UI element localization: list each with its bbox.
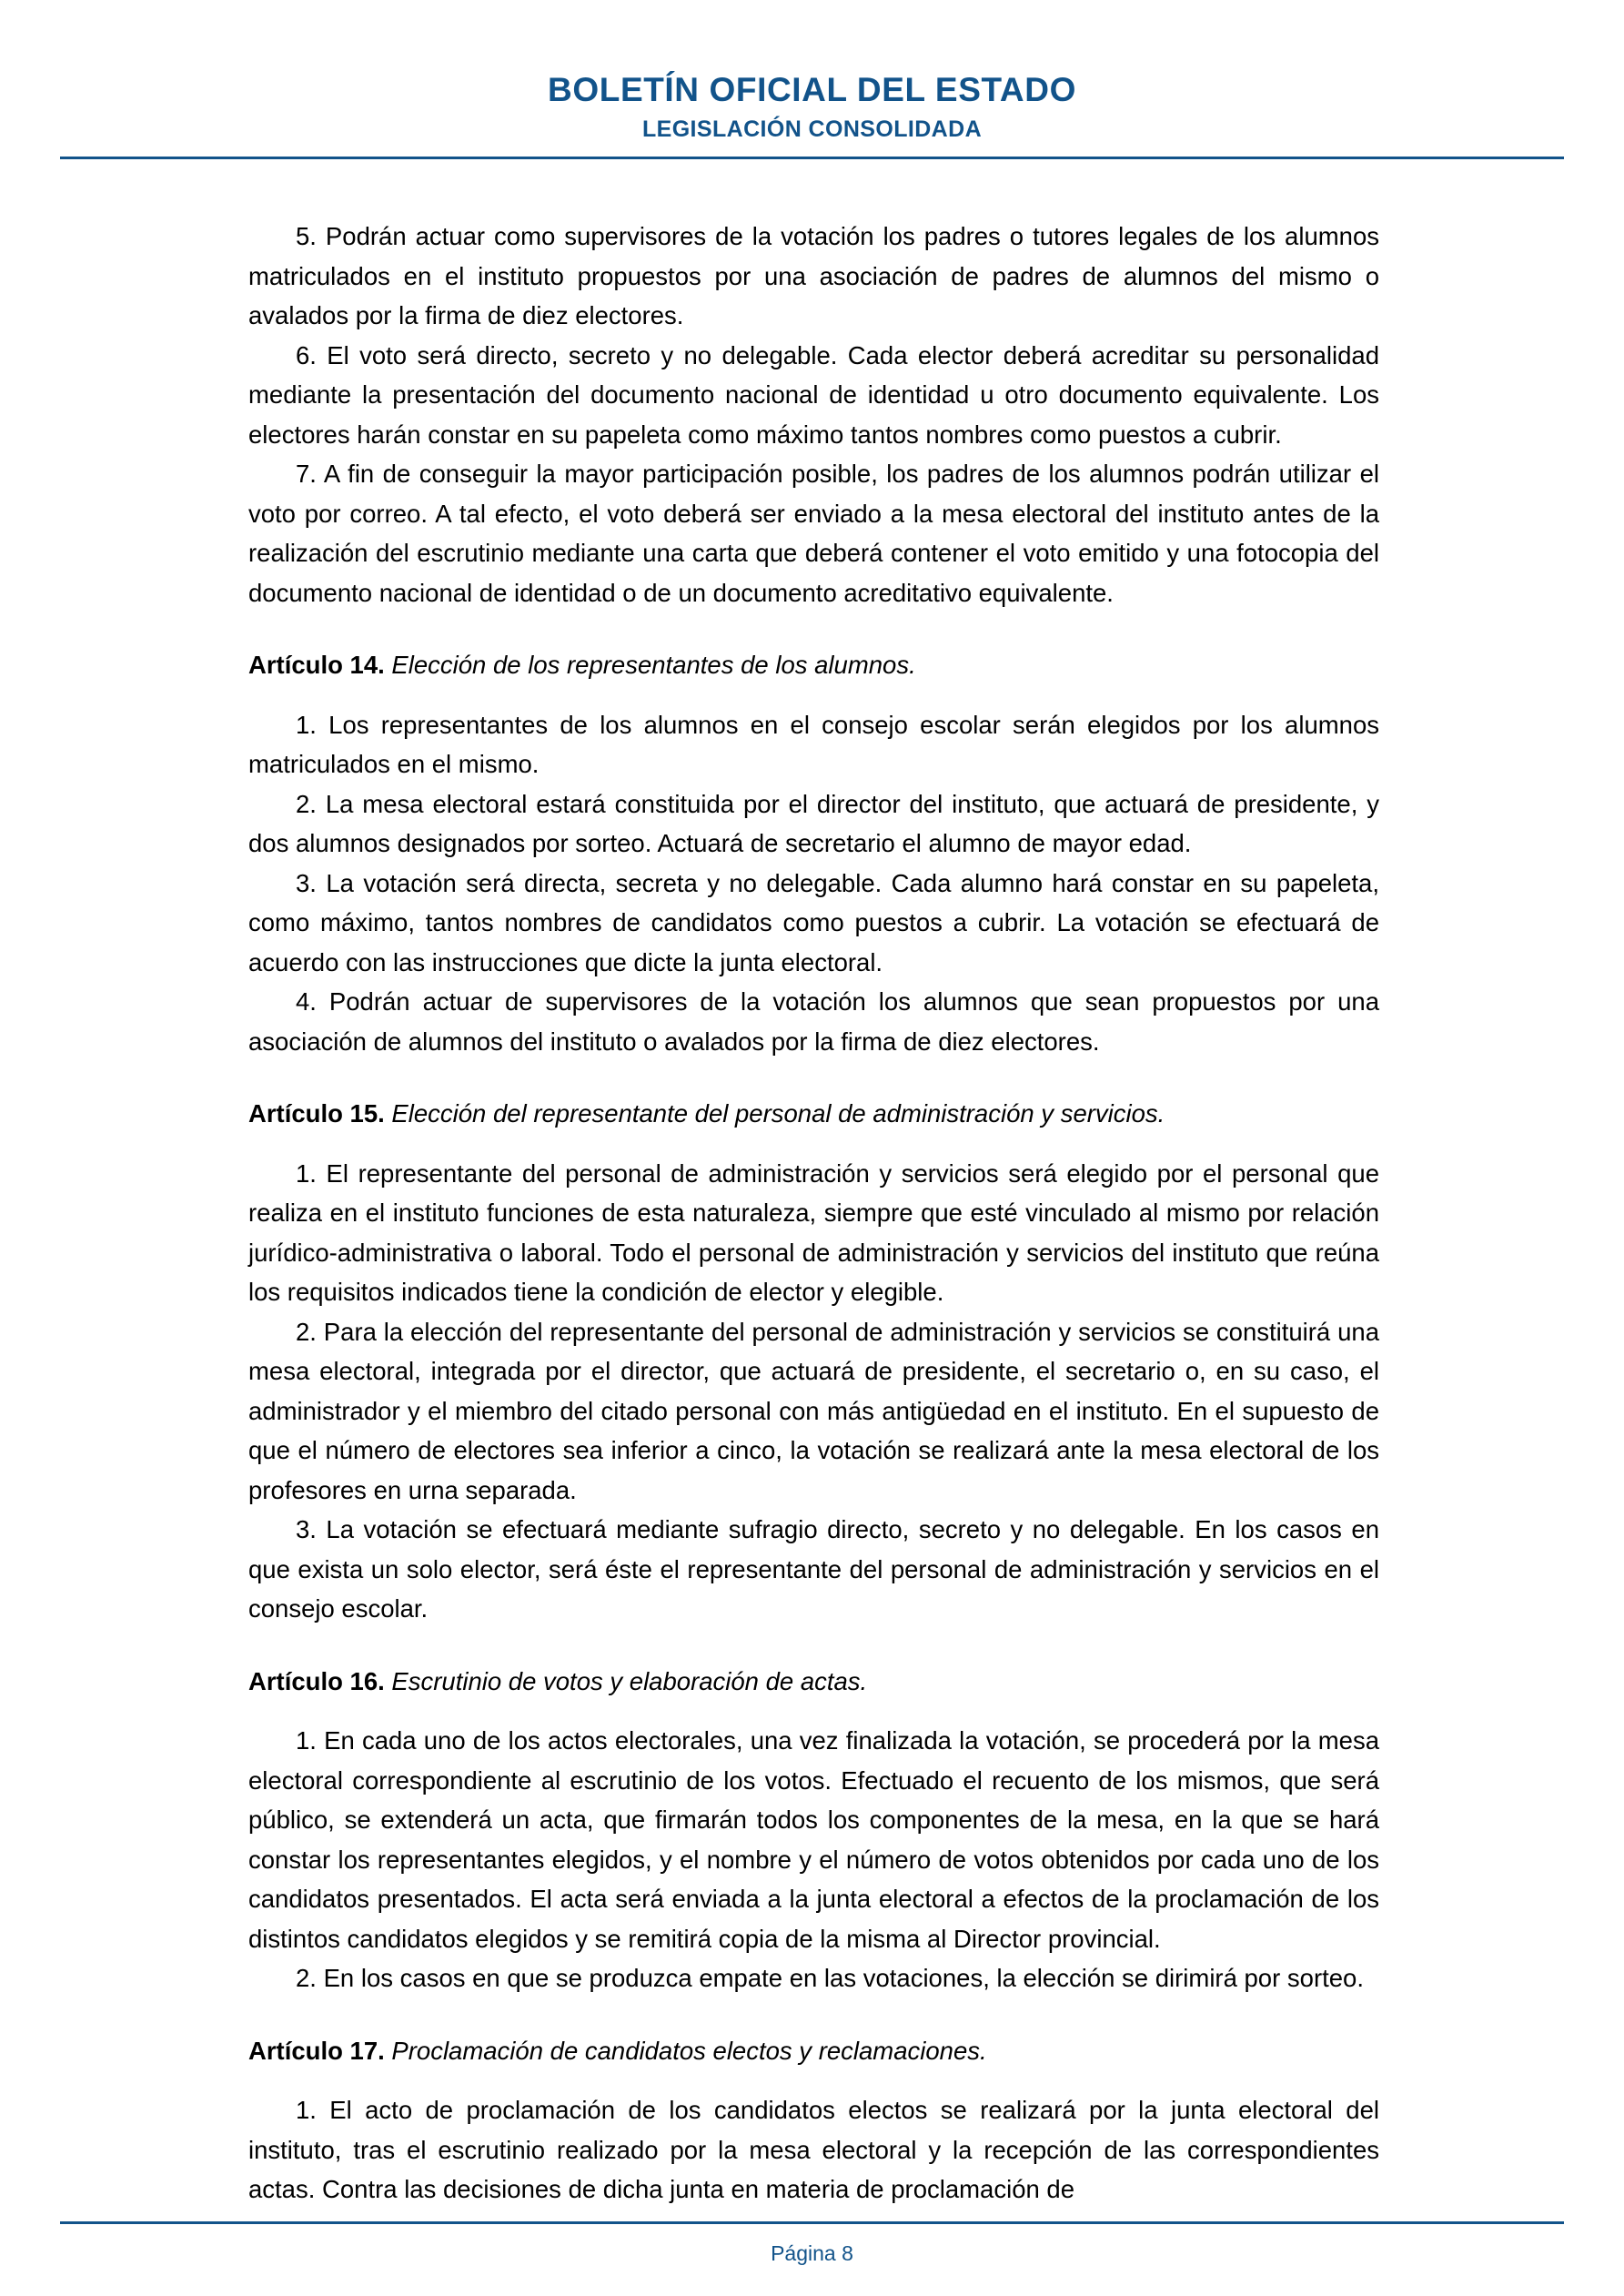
article-heading xyxy=(248,2031,1379,2071)
paragraph: 1. En cada uno de los actos electorales, una vez finalizada la votación, se procederá por la mesa electoral correspondiente al escrutinio de los votos. Efectuado el recuento de los mismos, que será público, se extenderá un acta, que firmarán todos los componentes de la mesa, en la que se hará constar los representantes elegidos, y el nombre y el número de votos obtenidos por cada uno de los candidatos presentados. El acta será enviada a la junta electoral a efectos de la proclamación de los distintos candidatos elegidos y se remitirá copia de la misma al Director provincial. xyxy=(248,1726,1379,1953)
article-number: Artículo 16. xyxy=(248,1666,385,1695)
page-header xyxy=(0,0,1624,143)
paragraph: 4. Podrán actuar de supervisores de la votación los alumnos que sean propuestos por una asociación de alumnos del instituto o avalados por la firma de diez electores. xyxy=(248,987,1379,1056)
article-heading xyxy=(248,645,1379,685)
paragraph: 5. Podrán actuar como supervisores de la votación los padres o tutores legales de los alumnos matriculados en el instituto propuestos por una asociación de padres de alumnos del mismo o avalados por la firma de diez electores. xyxy=(248,222,1379,329)
paragraph: 1. Los representantes de los alumnos en el consejo escolar serán elegidos por los alumnos matriculados en el mismo. xyxy=(248,710,1379,778)
page-number: Página 8 xyxy=(771,2241,853,2265)
paragraph: 3. La votación se efectuará mediante sufragio directo, secreto y no delegable. En los casos en que exista un solo elector, será éste el representante del personal de administración y servicios en el consejo escolar. xyxy=(248,1515,1379,1623)
paragraph: 6. El voto será directo, secreto y no delegable. Cada elector deberá acreditar su personalidad mediante la presentación del documento nacional de identidad u otro documento equivalente. Los electores harán constar en su papeleta como máximo tantos nombres como puestos a cubrir. xyxy=(248,340,1379,449)
article-heading xyxy=(248,1094,1379,1134)
article-number: Artículo 15. xyxy=(248,1099,385,1128)
publication-subtitle: LEGISLACIÓN CONSOLIDADA xyxy=(641,116,983,142)
paragraph: 7. A fin de conseguir la mayor participación posible, los padres de los alumnos podrán utilizar el voto por correo. A tal efecto, el voto deberá ser enviado a la mesa electoral del instituto antes de la realización del escrutinio mediante una carta que deberá contener el voto emitido y una fotocopia del documento nacional de identidad o de un documento acreditativo equivalente. xyxy=(248,460,1379,607)
article-title: Proclamación de candidatos electos y reclamaciones. xyxy=(391,2036,987,2065)
publication-title: BOLETÍN OFICIAL DEL ESTADO xyxy=(548,71,1076,108)
article-title: Elección del representante del personal de administración y servicios. xyxy=(391,1099,1165,1128)
paragraph: 1. El acto de proclamación de los candidatos electos se realizará por la junta electoral del instituto, tras el escrutinio realizado por la mesa electoral y la recepción de las correspondientes actas. Contra las decisiones de dicha junta en materia de proclamación de xyxy=(248,2096,1379,2203)
paragraph: 3. La votación será directa, secreta y no delegable. Cada alumno hará constar en su papeleta, como máximo, tantos nombres de candidatos como puestos a cubrir. La votación se efectuará de acuerdo con las instrucciones que dicte la junta electoral. xyxy=(248,868,1379,976)
article-heading xyxy=(248,1662,1379,1702)
paragraph: 1. El representante del personal de administración y servicios será elegido por el personal que realiza en el instituto funciones de esta naturaleza, siempre que esté vinculado al mismo por relación jurídico-administrativa o laboral. Todo el personal de administración y servicios del instituto que reúna los requisitos indicados tiene la condición de elector y elegible. xyxy=(248,1158,1379,1306)
document-content xyxy=(248,217,1379,2210)
footer-divider xyxy=(60,2221,1564,2224)
article-title: Escrutinio de votos y elaboración de actas. xyxy=(391,1666,868,1695)
article-number: Artículo 14. xyxy=(248,651,385,679)
paragraph: 2. En los casos en que se produzca empate en las votaciones, la elección se dirimirá por sorteo. xyxy=(296,1964,1364,1992)
article-number: Artículo 17. xyxy=(248,2036,385,2065)
header-divider xyxy=(60,157,1564,159)
paragraph: 2. Para la elección del representante del personal de administración y servicios se constituirá una mesa electoral, integrada por el director, que actuará de presidente, el secretario o, en su caso, el administrador y el miembro del citado personal con más antigüedad en el instituto. En el supuesto de que el número de electores sea inferior a cinco, la votación se realizará ante la mesa electoral de los profesores en urna separada. xyxy=(248,1317,1379,1504)
article-title: Elección de los representantes de los alumnos. xyxy=(391,651,916,679)
paragraph: 2. La mesa electoral estará constituida por el director del instituto, que actuará de presidente, y dos alumnos designados por sorteo. Actuará de secretario el alumno de mayor edad. xyxy=(248,789,1379,857)
